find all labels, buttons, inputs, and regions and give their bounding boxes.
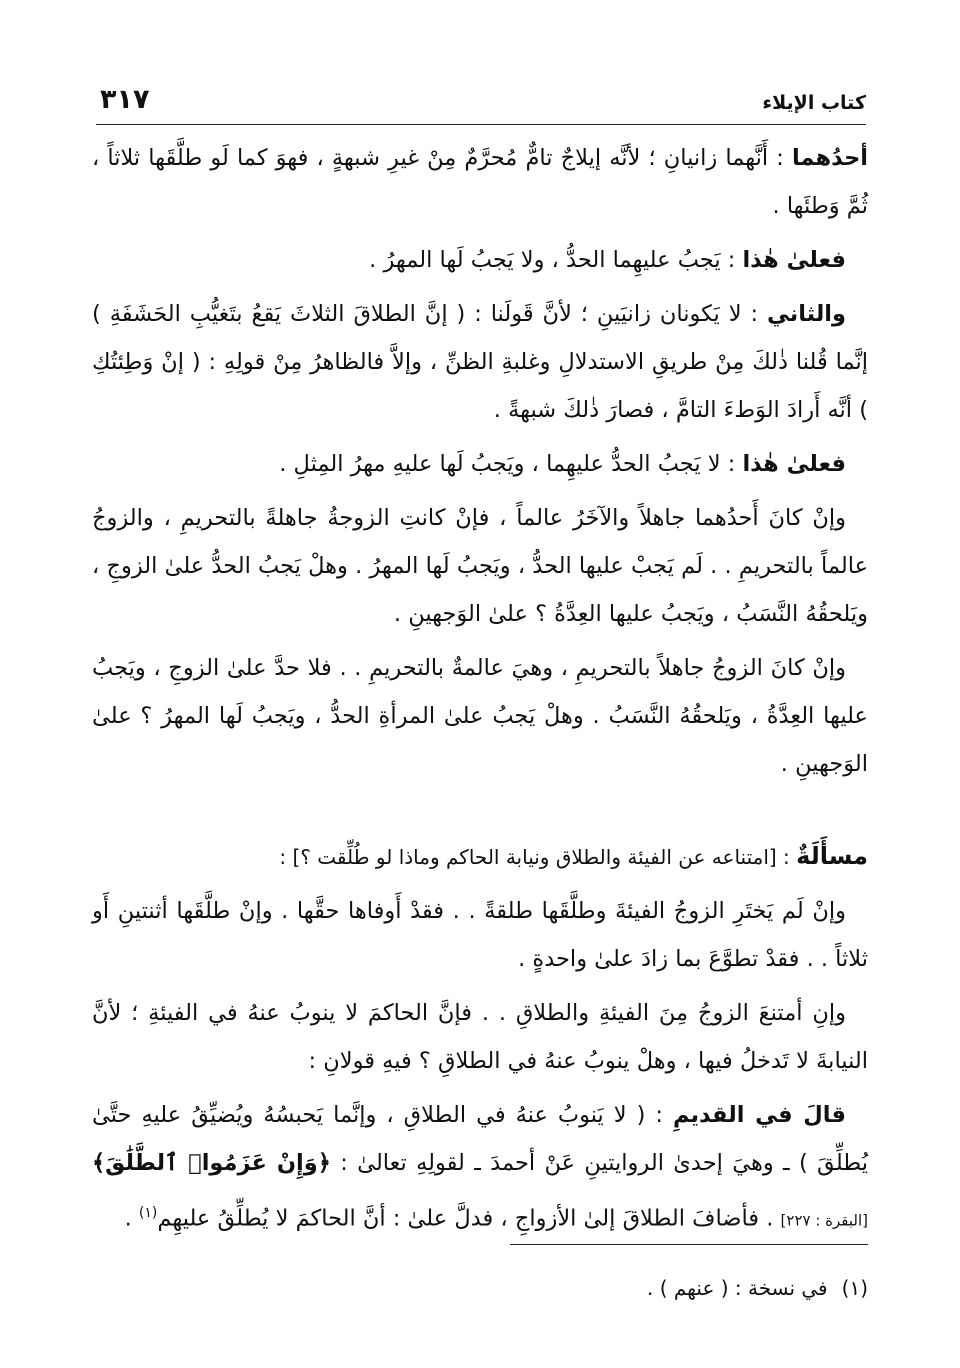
footnote-divider	[510, 1244, 868, 1245]
quran-quote: ﴿وَإِنْ عَزَمُوا۟ ٱلطَّلَٰقَ﴾	[92, 1150, 331, 1176]
paragraph	[92, 134, 868, 230]
paragraph-text: وإنِ أمتنعَ الزوجُ مِنَ الفيئةِ والطلاقِ . . فإنَّ الحاكمَ لا ينوبُ عنهُ في الفيئةِ ؛ لأنَّ النيابةَ لا تَدخلُ فيها ، وهلْ ينوبُ عنهُ في الطلاقِ ؟ فيهِ قولانِ :	[92, 1000, 868, 1074]
paragraph	[92, 644, 868, 788]
paragraph-text: : لا يَجبُ الحدُّ عليهِما ، ويَجبُ لَها عليهِ مهرُ المِثلِ .	[279, 451, 743, 477]
section-gap	[92, 794, 868, 832]
issue-title: : [امتناعه عن الفيئة والطلاق ونيابة الحاكم وماذا لو طُلِّقت ؟] :	[279, 845, 797, 869]
page-number: ٣١٧	[100, 84, 150, 115]
paragraph-text: : أَنَّهما زانيانِ ؛ لأنَّه إيلاجٌ تامٌّ مُحرَّمٌ مِنْ غيرِ شبهةٍ ، فهوَ كما لَو طلَّقَها ثلاثاً ، ثُمَّ وَطئَها .	[92, 145, 868, 219]
paragraph-text: : لا يَكونان زانيَينِ ؛ لأنَّ قَولَنا : ( إنَّ الطلاقَ الثلاثَ يَقعُ بتَغيُّبِ الحَشَفَةِ ) إنَّما قُلنا ذٰلكَ مِنْ طريقِ الاستدلالِ وغلبةِ الظنِّ ، وإلاَّ فالظاهرُ مِنْ قولِهِ : ( إنْ وَطِئتُكِ ) أنَّه أَرادَ الوَطءَ التامَّ ، فصارَ ذٰلكَ شبهةً .	[92, 301, 868, 423]
paragraph-text: .	[124, 1205, 139, 1232]
paragraph-text: وإنْ لَم يَختَرِ الزوجُ الفيئةَ وطلَّقَها طلقةً . . فقدْ أَوفاها حقَّها . وإنْ طلَّقَها أثنتينِ أَو ثلاثاً . . فقدْ تطوَّعَ بما زادَ علىٰ واحدةٍ .	[92, 898, 868, 972]
page-header	[96, 84, 866, 122]
paragraph-text: . فأضافَ الطلاقَ إلىٰ الأزواجِ ، فدلَّ علىٰ : أنَّ الحاكمَ لا يُطلِّقُ عليهِم	[157, 1205, 781, 1232]
paragraph-lead: قالَ في القديمِ	[672, 1102, 846, 1128]
paragraph	[92, 440, 868, 488]
paragraph-text: وإنْ كانَ أَحدُهما جاهلاً والآخَرُ عالماً ، فإنْ كانتِ الزوجةُ جاهلةً بالتحريمِ ، والزوجُ عالماً بالتحريمِ . . لَم يَجبْ عليها الحدُّ ، ويَجبُ لَها المهرُ . وهلْ يَجبُ الحدُّ علىٰ الزوجِ ، ويَلحقُهُ النَّسَبُ ، ويَجبُ عليها العِدَّةُ ؟ علىٰ الوَجهينِ .	[92, 505, 868, 627]
paragraph	[92, 989, 868, 1085]
paragraph	[92, 1091, 868, 1245]
paragraph-text: وإنْ كانَ الزوجُ جاهلاً بالتحريمِ ، وهيَ عالمةٌ بالتحريمِ . . فلا حدَّ علىٰ الزوجِ ، ويَجبُ عليها العِدَّةُ ، ويَلحقُهُ النَّسَبُ . وهلْ يَجبُ علىٰ المرأةِ الحدُّ ، ويَجبُ لَها المهرُ ؟ علىٰ الوَجهينِ .	[92, 655, 868, 777]
paragraph	[92, 887, 868, 983]
paragraph	[92, 236, 868, 284]
paragraph-lead: فعلىٰ هٰذا	[742, 247, 846, 273]
issue-heading	[92, 832, 868, 881]
paragraph	[92, 494, 868, 638]
paragraph-lead: أحدُهما	[791, 145, 868, 171]
footnote-marker: (١)	[138, 1205, 158, 1221]
issue-word: مسأَلَةٌ	[796, 842, 868, 870]
quran-reference: [البقرة : ٢٢٧]	[780, 1211, 868, 1230]
paragraph-text: : ( لا يَنوبُ عنهُ في الطلاقِ ، وإنَّما يَحبسُهُ ويُضيِّقُ عليهِ حتَّىٰ يُطلِّقَ ) ـ وهيَ إحدىٰ الروايتينِ عَنْ أحمدَ ـ لقولِهِ تعالىٰ :	[92, 1102, 868, 1176]
paragraph-lead: والثاني	[767, 301, 846, 327]
footnote	[647, 1276, 868, 1300]
footnote-text: في نسخة : ( عنهم ) .	[647, 1276, 828, 1300]
footnote-number: (١)	[841, 1276, 868, 1300]
header-divider	[96, 124, 866, 125]
running-title: كتاب الإيلاء	[762, 92, 866, 114]
paragraph-lead: فعلىٰ هٰذا	[742, 451, 846, 477]
paragraph	[92, 290, 868, 434]
paragraph-text: : يَجبُ عليهِما الحدُّ ، ولا يَجبُ لَها المهرُ .	[369, 247, 743, 273]
page-body	[92, 134, 868, 1251]
